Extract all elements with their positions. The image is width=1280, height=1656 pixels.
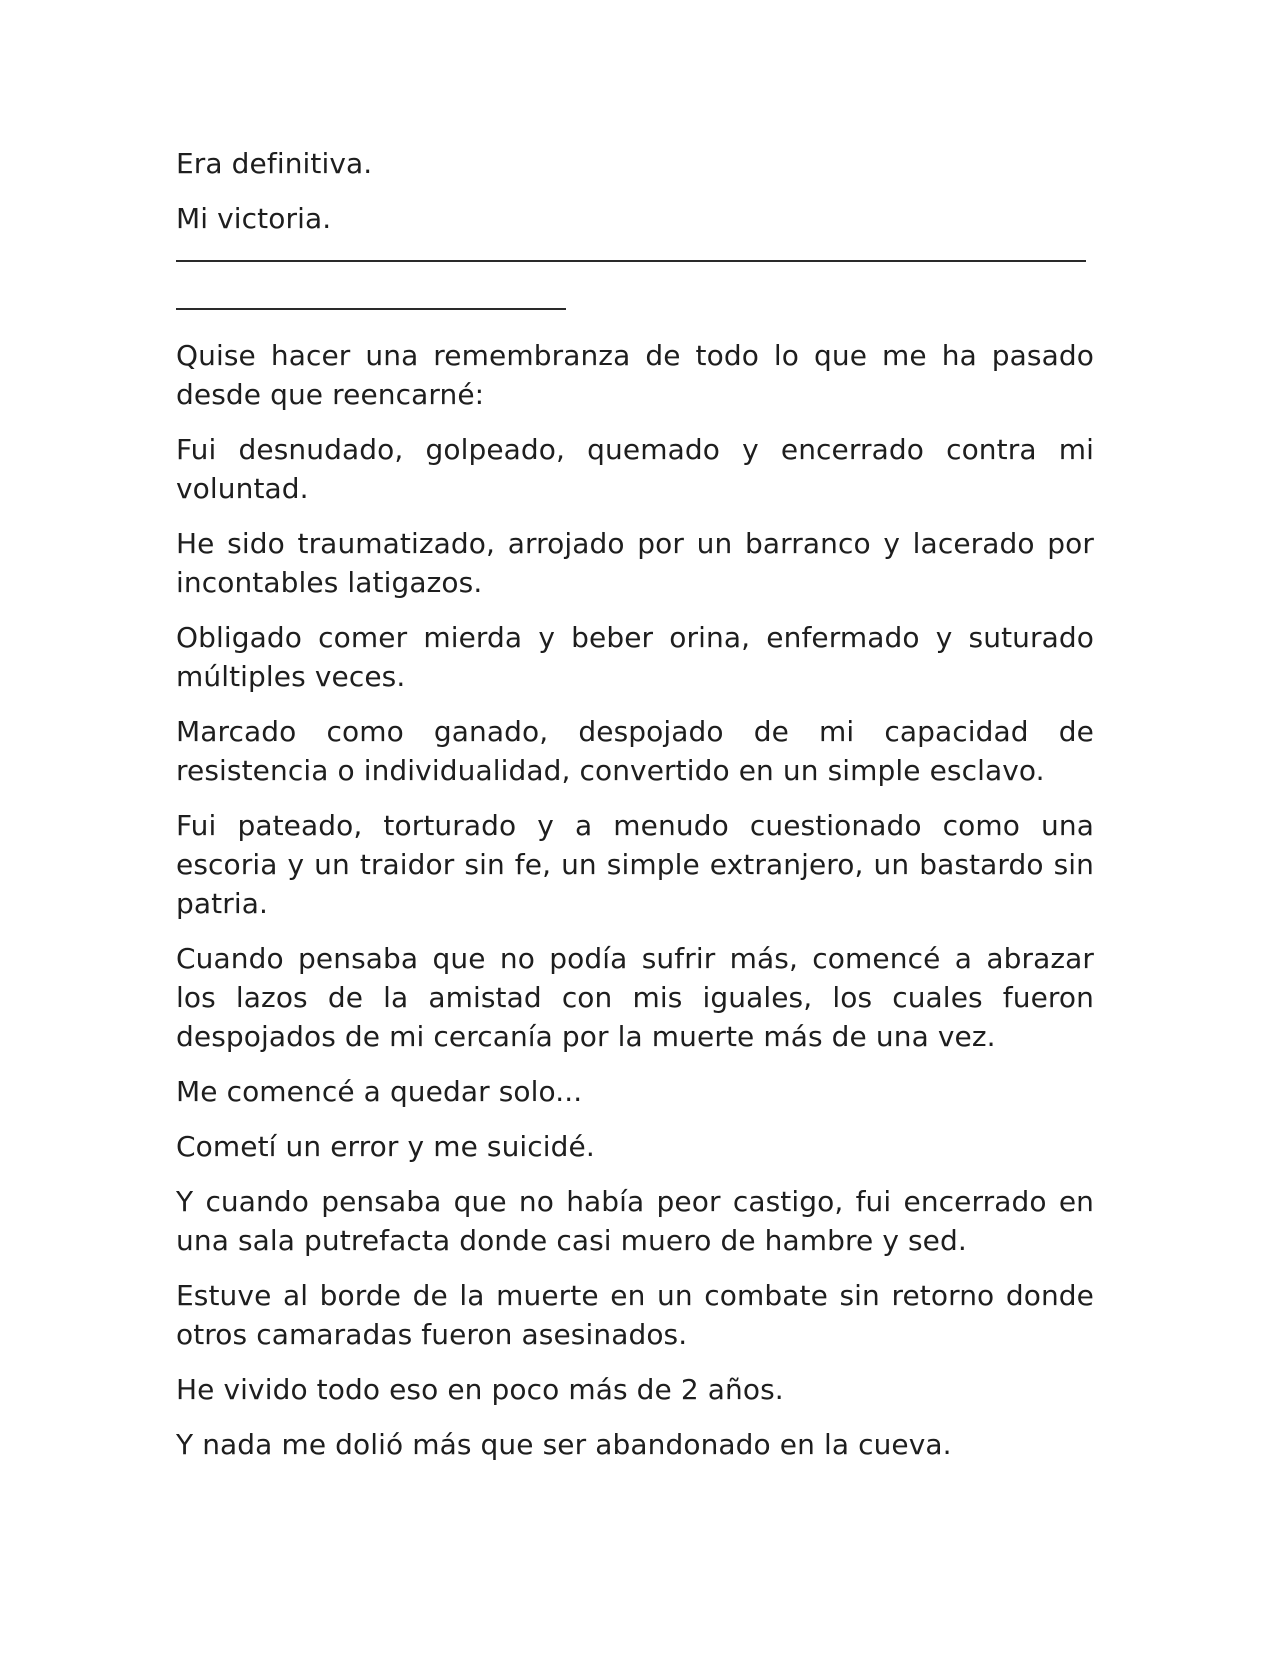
section-separator	[176, 260, 1094, 310]
paragraph-12: He vivido todo eso en poco más de 2 años.	[176, 1373, 784, 1406]
paragraph-10: Y cuando pensaba que no había peor castigo, fui encerrado en una sala putrefacta donde casi muero de hambre y sed.	[176, 1185, 1094, 1257]
intro-line-1: Era definitiva.	[176, 147, 373, 180]
paragraph-9: Cometí un error y me suicidé.	[176, 1130, 595, 1163]
paragraph-11: Estuve al borde de la muerte en un combate sin retorno donde otros camaradas fueron asesinados.	[176, 1279, 1094, 1351]
paragraph-8: Me comencé a quedar solo...	[176, 1075, 583, 1108]
separator-line-long	[176, 260, 1086, 262]
paragraph-1: Quise hacer una remembranza de todo lo que me ha pasado desde que reencarné:	[176, 339, 1094, 411]
paragraph-7: Cuando pensaba que no podía sufrir más, comencé a abrazar los lazos de la amistad con mis iguales, los cuales fueron despojados de mi cercanía por la muerte más de una vez.	[176, 942, 1094, 1053]
paragraph-4: Obligado comer mierda y beber orina, enfermado y suturado múltiples veces.	[176, 621, 1094, 693]
separator-line-short	[176, 308, 566, 310]
paragraph-3: He sido traumatizado, arrojado por un barranco y lacerado por incontables latigazos.	[176, 527, 1094, 599]
paragraph-13: Y nada me dolió más que ser abandonado en la cueva.	[176, 1428, 952, 1461]
document-page	[176, 144, 1094, 1480]
intro-line-2: Mi victoria.	[176, 202, 332, 235]
paragraph-5: Marcado como ganado, despojado de mi capacidad de resistencia o individualidad, convertido en un simple esclavo.	[176, 715, 1094, 787]
paragraph-6: Fui pateado, torturado y a menudo cuestionado como una escoria y un traidor sin fe, un simple extranjero, un bastardo sin patria.	[176, 809, 1094, 920]
paragraph-2: Fui desnudado, golpeado, quemado y encerrado contra mi voluntad.	[176, 433, 1094, 505]
